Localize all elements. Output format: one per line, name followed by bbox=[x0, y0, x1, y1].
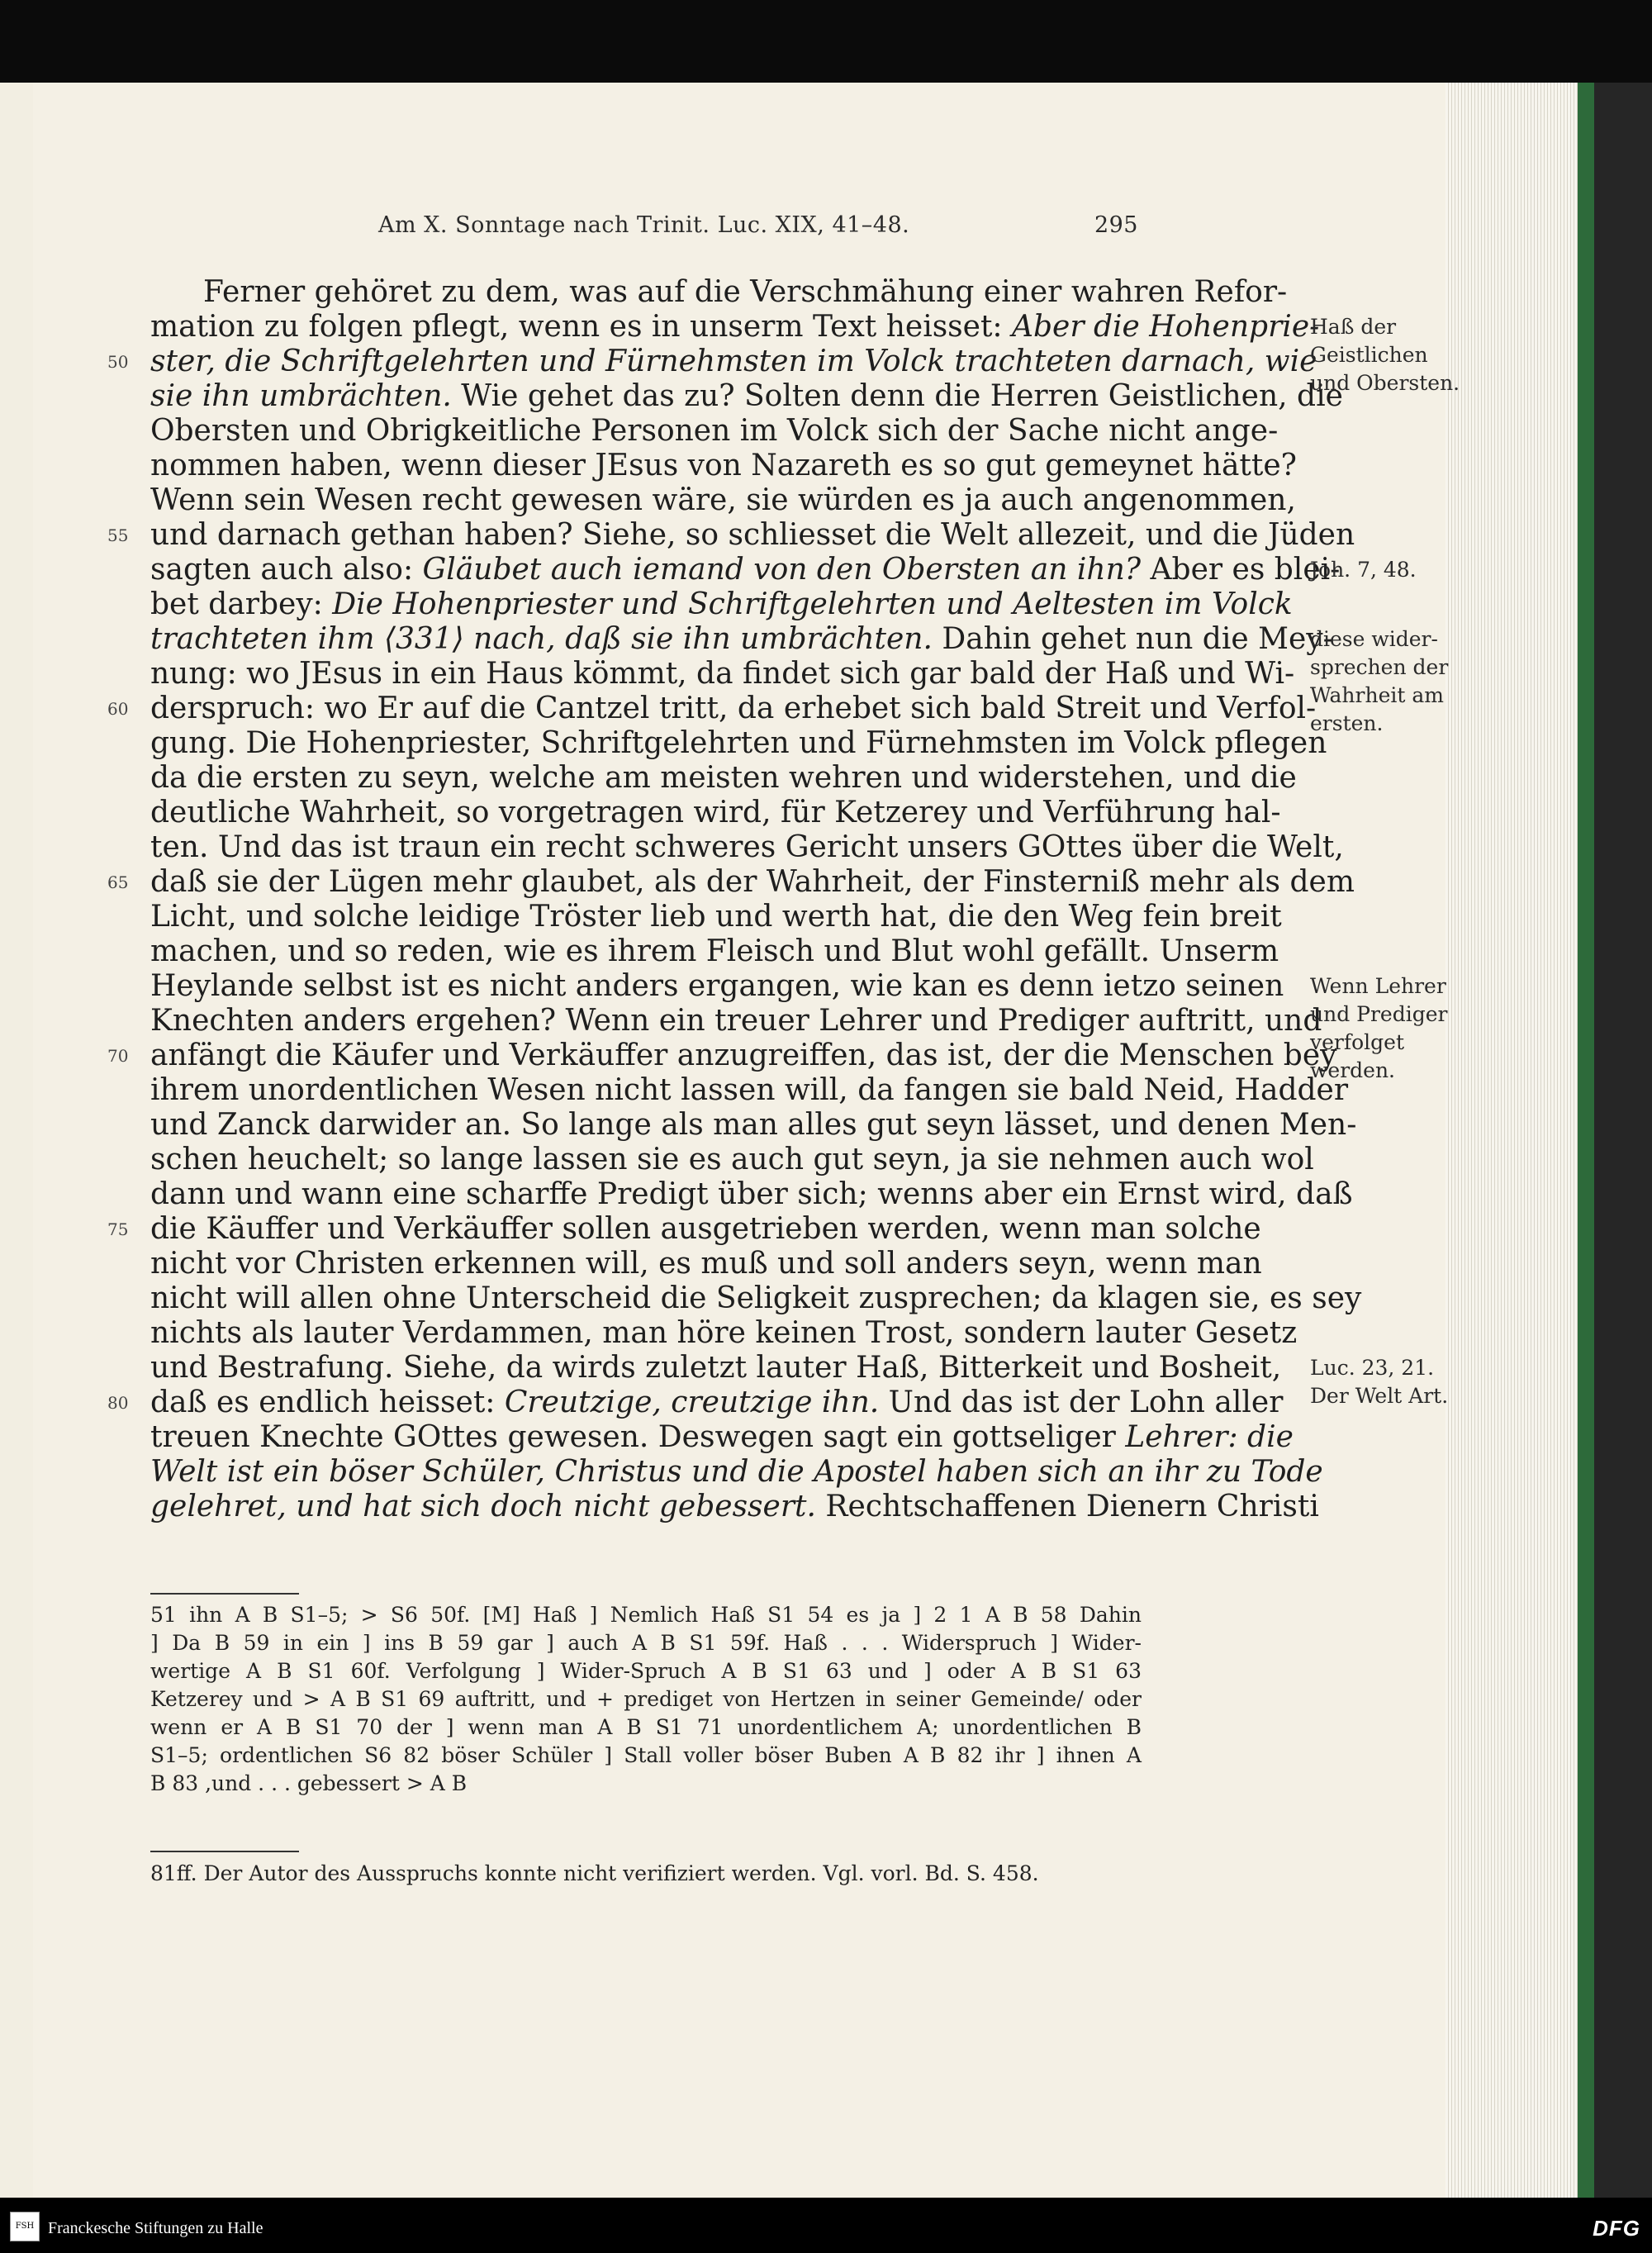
text-line bbox=[107, 1039, 1337, 1073]
text-span: Rechtschaffenen Dienern Christi bbox=[815, 1490, 1319, 1523]
margin-note-line: diese wider- bbox=[1310, 627, 1438, 651]
text-line bbox=[150, 726, 1327, 761]
line-number: 50 bbox=[107, 352, 129, 372]
margin-note bbox=[1310, 556, 1417, 584]
institution-logo: FSH bbox=[10, 2212, 40, 2241]
text-span: und darnach gethan haben? Siehe, so schliesset die Welt allezeit, und die Jüden bbox=[150, 518, 1355, 552]
quotation-text: Die Hohenpriester und Schriftgelehrten und Aeltesten im Volck bbox=[332, 587, 1293, 621]
margin-note bbox=[1310, 313, 1460, 397]
text-span: treuen Knechte GOttes gewesen. Deswegen sagt ein gottseliger bbox=[150, 1420, 1126, 1454]
text-span: anfängt die Käufer und Verkäuffer anzugreiffen, das ist, der die Menschen bey bbox=[150, 1039, 1337, 1072]
text-line bbox=[150, 1247, 1262, 1281]
text-span: nicht will allen ohne Unterscheid die Seligkeit zusprechen; da klagen sie, es sey bbox=[150, 1281, 1362, 1315]
quotation-text: Welt ist ein böser Schüler, Christus und die Apostel haben sich an ihr zu Tode bbox=[150, 1455, 1323, 1489]
text-span: gung. Die Hohenpriester, Schriftgelehrten und Fürnehmsten im Volck pflegen bbox=[150, 726, 1327, 760]
margin-note-line: Joh. 7, 48. bbox=[1310, 558, 1417, 582]
text-span: Wenn sein Wesen recht gewesen wäre, sie würden es ja auch angenommen, bbox=[150, 483, 1296, 517]
text-line bbox=[150, 1108, 1357, 1143]
text-span: und Zanck darwider an. So lange als man alles gut seyn lässet, und denen Men- bbox=[150, 1108, 1357, 1142]
running-title: Am X. Sonntage nach Trinit. Luc. XIX, 41–48. bbox=[378, 212, 910, 238]
margin-note-line: Haß der bbox=[1310, 315, 1397, 339]
text-line bbox=[150, 1073, 1349, 1108]
apparatus-line: ] Da B 59 in ein ] ins B 59 gar ] auch A B S1 59f. Haß . . . Widerspruch ] Wider- bbox=[150, 1631, 1142, 1655]
text-span: nung: wo JEsus in ein Haus kömmt, da findet sich gar bald der Haß und Wi- bbox=[150, 657, 1295, 691]
text-span: nommen haben, wenn dieser JEsus von Nazareth es so gut gemeynet hätte? bbox=[150, 449, 1297, 482]
line-number: 75 bbox=[107, 1219, 129, 1239]
text-span: Aber es blei- bbox=[1141, 553, 1341, 587]
text-span: bet darbey: bbox=[150, 587, 333, 621]
quotation-text: gelehret, und hat sich doch nicht gebessert. bbox=[150, 1490, 816, 1523]
text-line bbox=[150, 1420, 1294, 1455]
margin-note-line: und Obersten. bbox=[1310, 371, 1460, 395]
margin-note-line: Der Welt Art. bbox=[1310, 1384, 1449, 1408]
scan-background bbox=[1594, 83, 1652, 2198]
text-line bbox=[150, 934, 1279, 969]
margin-note-line: werden. bbox=[1310, 1058, 1395, 1082]
text-line bbox=[150, 310, 1320, 345]
left-page-edge bbox=[0, 83, 33, 2198]
text-line bbox=[150, 1281, 1362, 1316]
margin-note-line: verfolget bbox=[1310, 1030, 1405, 1054]
text-line bbox=[150, 969, 1284, 1004]
text-line bbox=[150, 1490, 1319, 1524]
text-span: dann und wann eine scharffe Predigt über sich; wenns aber ein Ernst wird, daß bbox=[150, 1177, 1353, 1211]
text-span: derspruch: wo Er auf die Cantzel tritt, da erhebet sich bald Streit und Verfol- bbox=[150, 692, 1317, 725]
text-line bbox=[107, 865, 1355, 900]
main-text bbox=[107, 275, 1460, 1524]
page-number: 295 bbox=[1094, 212, 1138, 238]
text-span: Heylande selbst ist es nicht anders ergangen, wie kan es denn ietzo seinen bbox=[150, 969, 1284, 1003]
margin-note-line: Wahrheit am bbox=[1310, 683, 1444, 707]
text-span: ten. Und das ist traun ein recht schweres Gericht unsers GOttes über die Welt, bbox=[150, 830, 1344, 864]
line-number: 55 bbox=[107, 525, 129, 545]
text-span: Licht, und solche leidige Tröster lieb und werth hat, die den Weg fein breit bbox=[150, 900, 1282, 934]
text-span: nicht vor Christen erkennen will, es muß und soll anders seyn, wenn man bbox=[150, 1247, 1262, 1281]
apparatus-line: wenn er A B S1 70 der ] wenn man A B S1 71 unordentlichem A; unordentlichen B bbox=[150, 1715, 1142, 1739]
book-cover-edge bbox=[1578, 83, 1594, 2198]
margin-note-line: Geistlichen bbox=[1310, 343, 1428, 367]
margin-note-line: Luc. 23, 21. bbox=[1310, 1356, 1435, 1380]
text-line bbox=[107, 1212, 1261, 1247]
text-line bbox=[150, 414, 1279, 449]
text-line bbox=[150, 1351, 1282, 1386]
text-line bbox=[150, 1177, 1353, 1212]
institution-name: Franckesche Stiftungen zu Halle bbox=[48, 2219, 263, 2237]
line-number: 60 bbox=[107, 699, 129, 719]
text-line bbox=[150, 761, 1297, 796]
text-line bbox=[150, 900, 1282, 934]
footnote-rule bbox=[150, 1851, 299, 1852]
text-line bbox=[150, 622, 1333, 657]
text-line bbox=[107, 518, 1355, 553]
text-span: daß es endlich heisset: bbox=[150, 1386, 505, 1419]
quotation-text: Lehrer: die bbox=[1125, 1420, 1294, 1454]
dfg-logo: DFG bbox=[1593, 2216, 1640, 2241]
text-span: da die ersten zu seyn, welche am meisten wehren und widerstehen, und die bbox=[150, 761, 1297, 795]
text-span: Knechten anders ergehen? Wenn ein treuer Lehrer und Prediger auftritt, und bbox=[150, 1004, 1322, 1038]
running-head bbox=[378, 212, 1138, 245]
margin-note bbox=[1310, 625, 1448, 738]
text-span: ihrem unordentlichen Wesen nicht lassen will, da fangen sie bald Neid, Hadder bbox=[150, 1073, 1349, 1107]
text-line bbox=[150, 587, 1293, 622]
text-line bbox=[150, 1316, 1298, 1351]
page-stack-edge bbox=[1446, 83, 1578, 2198]
text-line bbox=[150, 275, 1288, 310]
text-span: Obersten und Obrigkeitliche Personen im Volck sich der Sache nicht ange- bbox=[150, 414, 1279, 448]
text-span: daß sie der Lügen mehr glaubet, als der Wahrheit, der Finsterniß mehr als dem bbox=[150, 865, 1355, 899]
text-span: Und das ist der Lohn aller bbox=[879, 1386, 1284, 1419]
line-number: 70 bbox=[107, 1046, 129, 1066]
text-line bbox=[150, 553, 1341, 587]
text-span: Wie gehet das zu? Solten denn die Herren Geistlichen, die bbox=[451, 379, 1343, 413]
apparatus-line: 51 ihn A B S1–5; > S6 50f. [M] Haß ] Nemlich Haß S1 54 es ja ] 2 1 A B 58 Dahin bbox=[150, 1603, 1142, 1627]
text-span: schen heuchelt; so lange lassen sie es auch gut seyn, ja sie nehmen auch wol bbox=[150, 1143, 1314, 1176]
quotation-text: ster, die Schriftgelehrten und Fürnehmsten im Volck trachteten darnach, wie bbox=[150, 345, 1317, 378]
text-line bbox=[150, 830, 1344, 865]
quotation-text: Gläubet auch iemand von den Obersten an ihn? bbox=[422, 553, 1142, 587]
text-line bbox=[150, 1455, 1323, 1490]
margin-note-line: sprechen der bbox=[1310, 655, 1449, 679]
quotation-text: Aber die Hohenprie- bbox=[1012, 310, 1320, 344]
critical-apparatus bbox=[150, 1601, 1142, 1798]
text-span: Ferner gehöret zu dem, was auf die Verschmähung einer wahren Refor- bbox=[203, 275, 1288, 309]
text-line bbox=[150, 379, 1343, 414]
text-span: sagten auch also: bbox=[150, 553, 423, 587]
margin-note bbox=[1310, 1354, 1448, 1410]
quotation-text: trachteten ihm ⟨331⟩ nach, daß sie ihn umbrächten. bbox=[150, 622, 933, 656]
text-line bbox=[107, 345, 1317, 379]
line-number: 80 bbox=[107, 1393, 129, 1413]
line-number: 65 bbox=[107, 872, 129, 892]
text-span: deutliche Wahrheit, so vorgetragen wird, für Ketzerey und Verführung hal- bbox=[150, 796, 1281, 829]
footnote: 81ff. Der Autor des Ausspruchs konnte nicht verifiziert werden. Vgl. vorl. Bd. S. 458. bbox=[150, 1861, 1039, 1885]
apparatus-line: S1–5; ordentlichen S6 82 böser Schüler ] Stall voller böser Buben A B 82 ihr ] ihnen A bbox=[150, 1743, 1142, 1767]
margin-note-line: und Prediger bbox=[1310, 1002, 1448, 1026]
quotation-text: Creutzige, creutzige ihn. bbox=[504, 1386, 880, 1419]
text-span: machen, und so reden, wie es ihrem Fleisch und Blut wohl gefällt. Unserm bbox=[150, 934, 1279, 968]
text-line bbox=[150, 796, 1281, 830]
text-line bbox=[107, 1386, 1284, 1420]
text-line bbox=[107, 692, 1317, 726]
text-line bbox=[150, 449, 1297, 483]
quotation-text: sie ihn umbrächten. bbox=[150, 379, 452, 413]
margin-note-line: ersten. bbox=[1310, 711, 1384, 735]
apparatus-line: Ketzerey und > A B S1 69 auftritt, und + prediget von Hertzen in seiner Gemeinde/ oder bbox=[150, 1687, 1142, 1711]
text-span: mation zu folgen pflegt, wenn es in unserm Text heisset: bbox=[150, 310, 1012, 344]
text-line bbox=[150, 483, 1296, 518]
text-span: nichts als lauter Verdammen, man höre keinen Trost, sondern lauter Gesetz bbox=[150, 1316, 1298, 1350]
text-span: die Käuffer und Verkäuffer sollen ausgetrieben werden, wenn man solche bbox=[150, 1212, 1261, 1246]
text-line bbox=[150, 657, 1295, 692]
margin-note bbox=[1310, 972, 1447, 1085]
text-line bbox=[150, 1004, 1322, 1039]
text-line bbox=[150, 1143, 1314, 1177]
apparatus-line: wertige A B S1 60f. Verfolgung ] Wider-Spruch A B S1 63 und ] oder A B S1 63 bbox=[150, 1659, 1142, 1683]
text-span: und Bestrafung. Siehe, da wirds zuletzt lauter Haß, Bitterkeit und Bosheit, bbox=[150, 1351, 1282, 1385]
apparatus-line: B 83 ,und . . . gebessert > A B bbox=[150, 1771, 468, 1795]
apparatus-rule bbox=[150, 1593, 299, 1595]
margin-note-line: Wenn Lehrer bbox=[1310, 974, 1446, 998]
text-span: Dahin gehet nun die Mey- bbox=[932, 622, 1333, 656]
